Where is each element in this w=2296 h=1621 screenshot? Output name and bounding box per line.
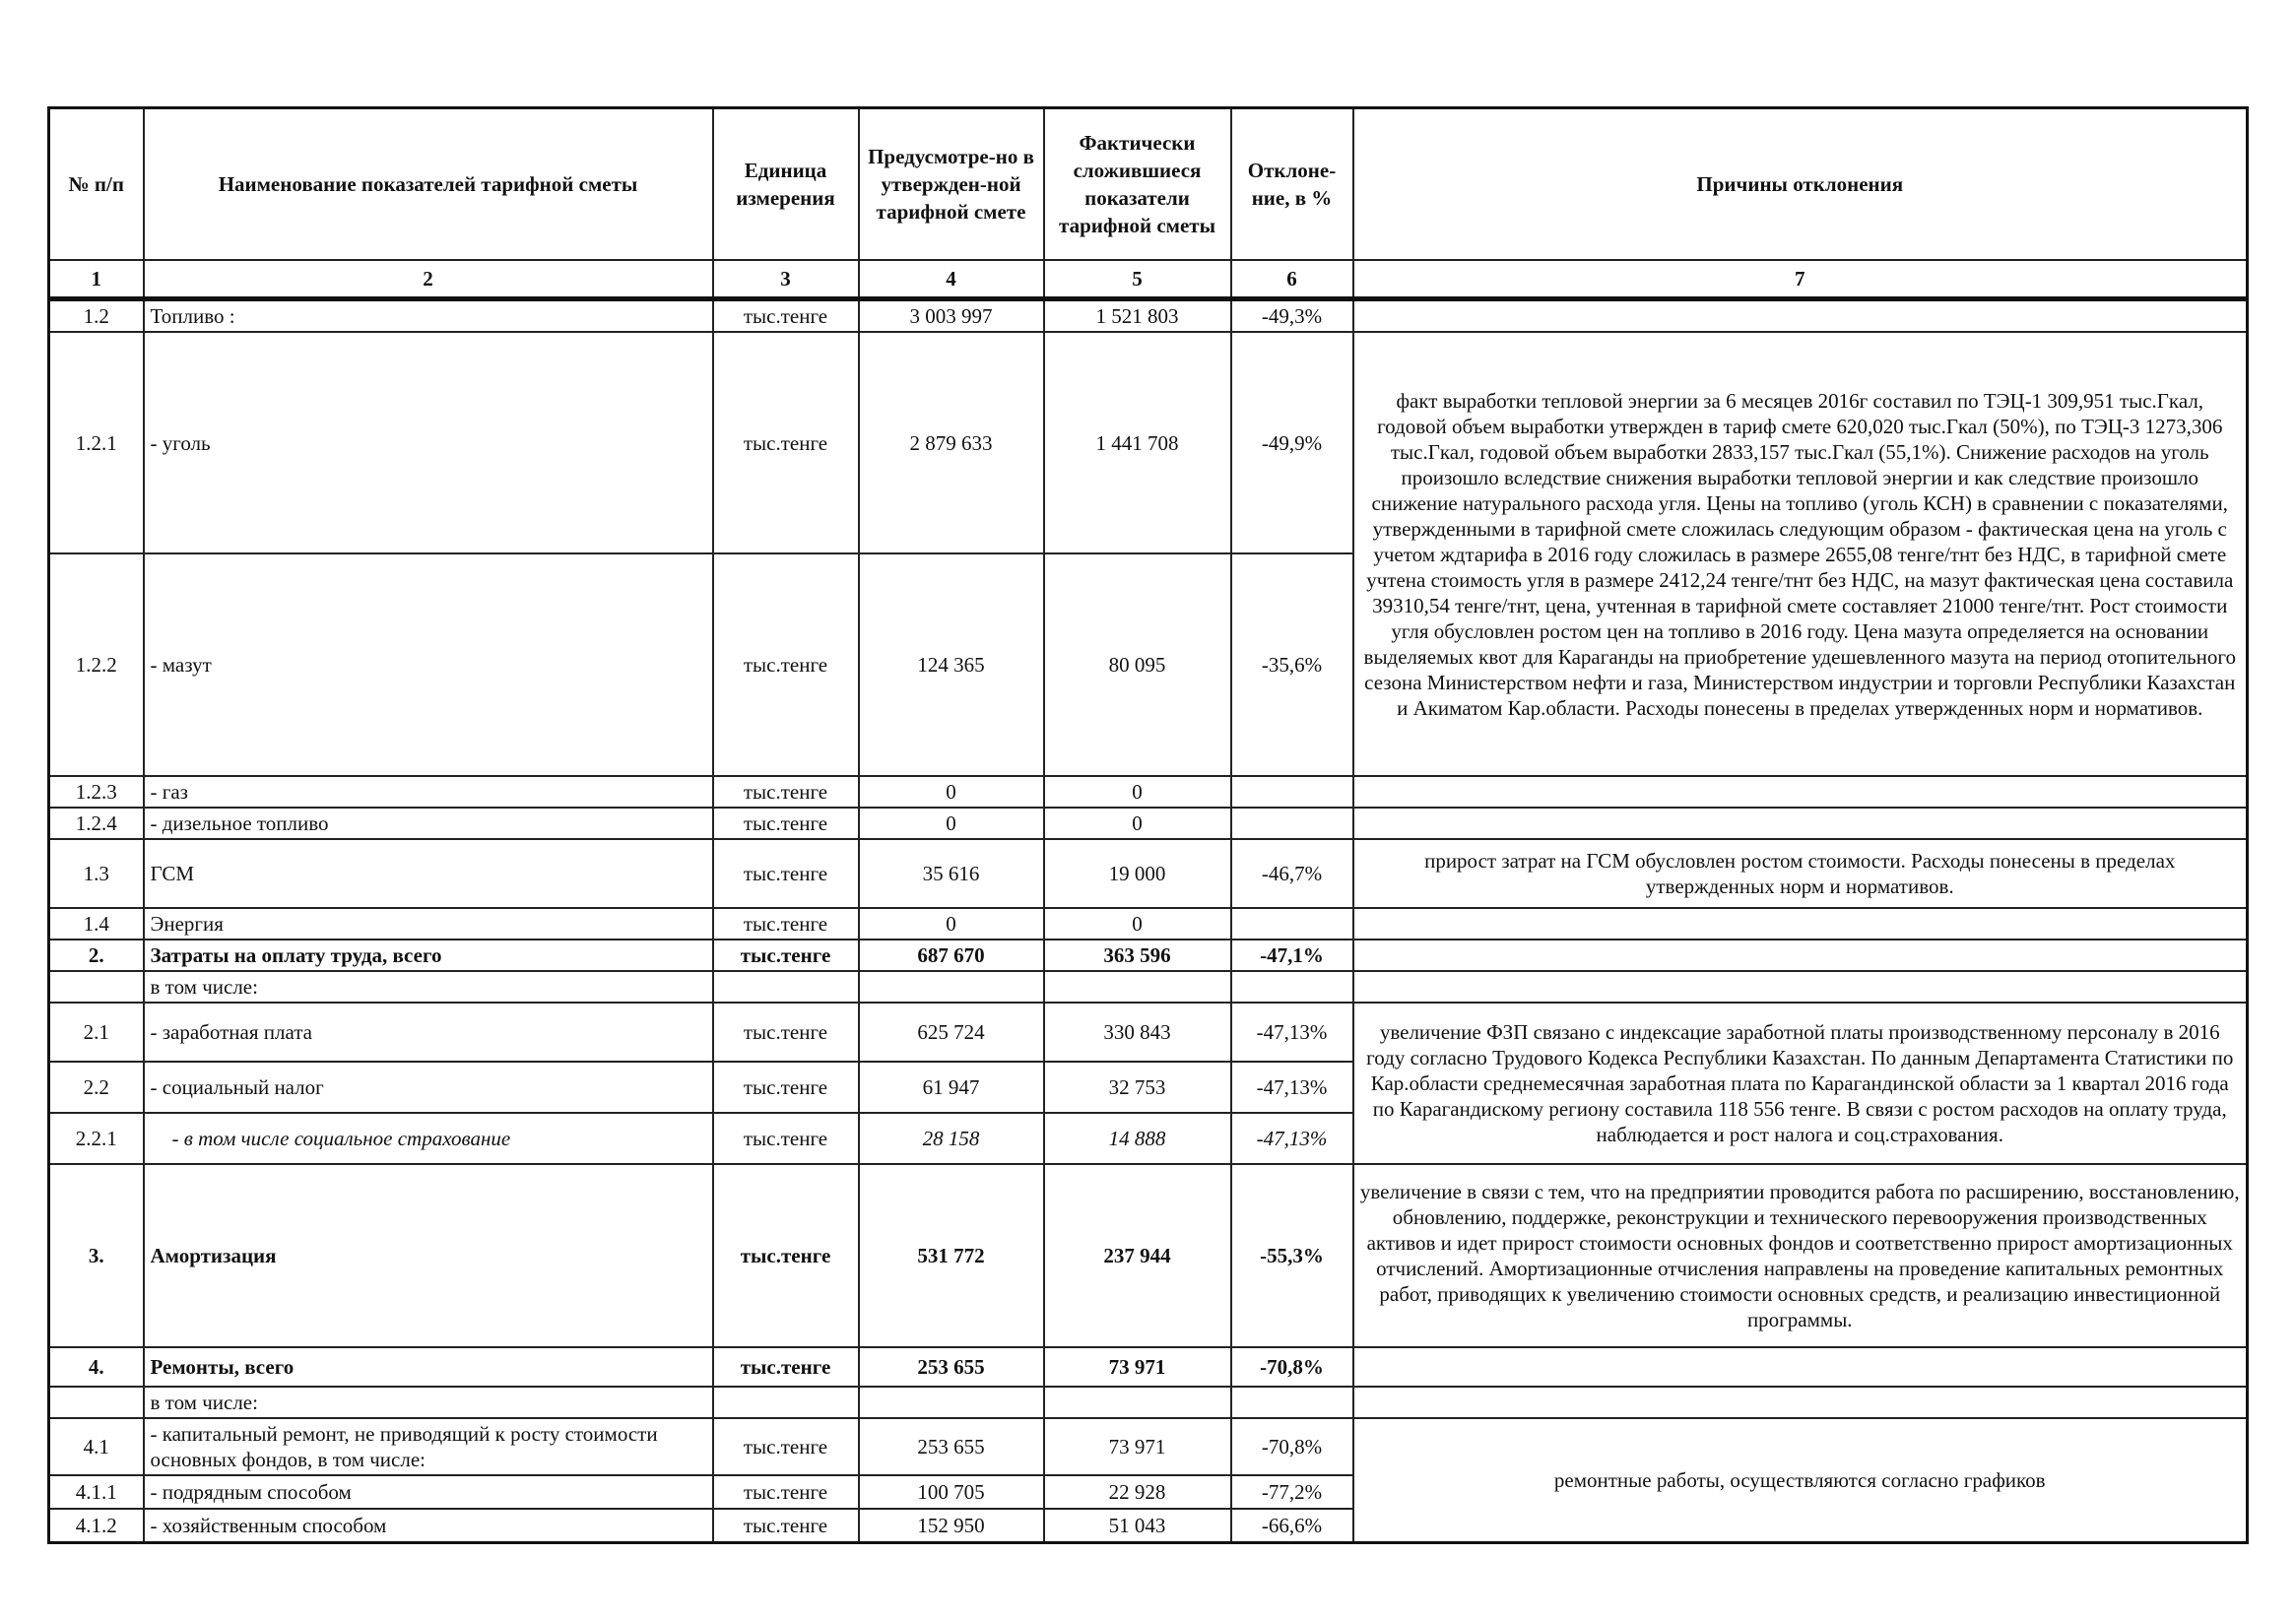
col-number: 3: [713, 260, 859, 299]
table-row: [49, 776, 2248, 808]
fuel-reason: факт выработки тепловой энергии за 6 месяцев 2016г составил по ТЭЦ-1 309,951 тыс.Гкал, годовой объем выработки утвержден в тариф смете 620,020 тыс.Гкал (50%), по ТЭЦ-3 1273,306 тыс.Гкал, годовой объем выработки 2833,157 тыс.Гкал (55,1%). Снижение расходов на уголь произошло вследствие снижения выработки тепловой энергии и как следствие произошло снижение натурального расхода угля. Цены на топливо (уголь КСН) в сравнении с показателями, утвержденными в тарифной смете сложилась следующим образом - фактическая цена на уголь с учетом ждтарифа в 2016 году сложилась в размере 2655,08 тенге/тнт без НДС, в тарифной смете учтена стоимость угля в размере 2412,24 тенге/тнт без НДС, на мазут фактическая цена составила 39310,54 тенге/тнт, цена, учтенная в тарифной смете составляет 21000 тенге/тнт. Рост стоимости угля обусловлен ростом цен на топливо в 2016 году. Цена мазута определяется на основании выделяемых квот для Караганды на приобретение удешевленного мазута на период отопительного сезона Министерством нефти и газа, Министерством индустрии и торговли Республики Казахстан и Акиматом Кар.области. Расходы понесены в пределах утвержденных норм и нормативов.: [1353, 332, 2248, 776]
row-deviation: -47,1%: [1231, 940, 1353, 971]
row-deviation: -46,7%: [1231, 839, 1353, 908]
row-deviation: [1231, 908, 1353, 940]
row-plan: 0: [859, 776, 1044, 808]
row-plan: 28 158: [859, 1113, 1044, 1164]
row-plan: 3 003 997: [859, 299, 1044, 333]
row-name: - хозяйственным способом: [144, 1509, 713, 1542]
row-deviation: -47,13%: [1231, 1062, 1353, 1113]
row-deviation: [1231, 971, 1353, 1003]
row-name: - газ: [144, 776, 713, 808]
row-name: Затраты на оплату труда, всего: [144, 940, 713, 971]
row-name: - капитальный ремонт, не приводящий к росту стоимости основных фондов, в том числе:: [144, 1418, 713, 1475]
row-deviation: [1231, 776, 1353, 808]
row-num: 4.1: [49, 1418, 144, 1475]
row-num: 1.2.2: [49, 553, 144, 776]
row-num: 1.3: [49, 839, 144, 908]
row-deviation: -49,3%: [1231, 299, 1353, 333]
row-unit: тыс.тенге: [713, 1062, 859, 1113]
tariff-estimate-sheet: [47, 106, 2246, 1544]
row-num: 4.1.2: [49, 1509, 144, 1542]
row-fact: 73 971: [1044, 1347, 1231, 1387]
row-num: 2.2: [49, 1062, 144, 1113]
row-fact: 14 888: [1044, 1113, 1231, 1164]
row-unit: тыс.тенге: [713, 1347, 859, 1387]
row-num: 2.2.1: [49, 1113, 144, 1164]
row-reason: [1353, 776, 2248, 808]
gsm-reason: прирост затрат на ГСМ обусловлен ростом стоимости. Расходы понесены в пределах утвержденных норм и нормативов.: [1353, 839, 2248, 908]
row-name: - уголь: [144, 332, 713, 553]
row-plan: 687 670: [859, 940, 1044, 971]
row-fact: 0: [1044, 776, 1231, 808]
row-reason: [1353, 1387, 2248, 1418]
table-row: [49, 1387, 2248, 1418]
row-fact: 22 928: [1044, 1475, 1231, 1509]
row-plan: 531 772: [859, 1164, 1044, 1347]
row-deviation: -47,13%: [1231, 1113, 1353, 1164]
row-num: 1.2.1: [49, 332, 144, 553]
row-unit: тыс.тенге: [713, 1475, 859, 1509]
row-num: 2.: [49, 940, 144, 971]
row-plan: 152 950: [859, 1509, 1044, 1542]
row-deviation: -55,3%: [1231, 1164, 1353, 1347]
row-unit: тыс.тенге: [713, 808, 859, 839]
row-reason: [1353, 299, 2248, 333]
table-row: [49, 971, 2248, 1003]
row-num: [49, 1387, 144, 1418]
row-deviation: -49,9%: [1231, 332, 1353, 553]
row-unit: тыс.тенге: [713, 299, 859, 333]
row-reason: [1353, 971, 2248, 1003]
row-plan: 124 365: [859, 553, 1044, 776]
row-reason: [1353, 940, 2248, 971]
row-plan: [859, 1387, 1044, 1418]
row-fact: 80 095: [1044, 553, 1231, 776]
row-plan: 35 616: [859, 839, 1044, 908]
col-number: 2: [144, 260, 713, 299]
row-deviation: -77,2%: [1231, 1475, 1353, 1509]
row-name: Энергия: [144, 908, 713, 940]
row-fact: 0: [1044, 908, 1231, 940]
row-deviation: [1231, 808, 1353, 839]
row-plan: 625 724: [859, 1003, 1044, 1062]
row-name: в том числе:: [144, 971, 713, 1003]
row-unit: тыс.тенге: [713, 1003, 859, 1062]
row-unit: [713, 1387, 859, 1418]
row-fact: 1 441 708: [1044, 332, 1231, 553]
row-fact: 51 043: [1044, 1509, 1231, 1542]
row-name: - социальный налог: [144, 1062, 713, 1113]
row-num: 2.1: [49, 1003, 144, 1062]
table-row: [49, 1347, 2248, 1387]
row-plan: 100 705: [859, 1475, 1044, 1509]
row-fact: 1 521 803: [1044, 299, 1231, 333]
row-fact: 32 753: [1044, 1062, 1231, 1113]
column-number-row: [49, 260, 2248, 299]
labor-reason: увеличение ФЗП связано с индексацие заработной платы производственному персоналу в 2016 году согласно Трудового Кодекса Республики Казахстан. По данным Департамента Статистики по Кар.области среднемесячная заработная плата по Карагандинской области за 1 квартал 2016 года по Карагандискому региону составила 118 556 тенге. В связи с ростом расходов на оплату труда, наблюдается и рост налога и соц.страхования.: [1353, 1003, 2248, 1164]
row-name: Топливо :: [144, 299, 713, 333]
row-plan: 0: [859, 808, 1044, 839]
row-deviation: [1231, 1387, 1353, 1418]
row-num: [49, 971, 144, 1003]
header-plan: Предусмотре-но в утвержден-ной тарифной смете: [859, 108, 1044, 261]
row-name: - дизельное топливо: [144, 808, 713, 839]
row-name: Ремонты, всего: [144, 1347, 713, 1387]
header-name: Наименование показателей тарифной сметы: [144, 108, 713, 261]
row-num: 4.1.1: [49, 1475, 144, 1509]
table-row: [49, 940, 2248, 971]
row-plan: 253 655: [859, 1347, 1044, 1387]
col-number: 6: [1231, 260, 1353, 299]
col-number: 4: [859, 260, 1044, 299]
row-name: ГСМ: [144, 839, 713, 908]
row-fact: 19 000: [1044, 839, 1231, 908]
row-fact: 0: [1044, 808, 1231, 839]
row-unit: тыс.тенге: [713, 1509, 859, 1542]
amortization-reason: увеличение в связи с тем, что на предприятии проводится работа по расширению, восстановлению, обновлению, поддержке, реконструкции и технического перевооружения производственных активов и идет прирост стоимости основных фондов и соответственно прирост амортизационных отчислений. Амортизационные отчисления направлены на проведение капитальных ремонтных работ, приводящих к увеличению стоимости основных средств, и реализацию инвестиционной программы.: [1353, 1164, 2248, 1347]
table-row: [49, 332, 2248, 553]
col-number: 7: [1353, 260, 2248, 299]
row-num: 1.2: [49, 299, 144, 333]
tariff-table: [47, 106, 2249, 1544]
row-deviation: -35,6%: [1231, 553, 1353, 776]
row-unit: тыс.тенге: [713, 1113, 859, 1164]
row-reason: [1353, 808, 2248, 839]
row-reason: [1353, 1347, 2248, 1387]
header-fact: Фактически сложившиеся показатели тарифной сметы: [1044, 108, 1231, 261]
row-unit: тыс.тенге: [713, 1164, 859, 1347]
row-fact: 330 843: [1044, 1003, 1231, 1062]
row-fact: [1044, 971, 1231, 1003]
table-row: [49, 1003, 2248, 1062]
row-fact: [1044, 1387, 1231, 1418]
row-plan: 2 879 633: [859, 332, 1044, 553]
row-name: Амортизация: [144, 1164, 713, 1347]
row-num: 1.2.4: [49, 808, 144, 839]
row-unit: тыс.тенге: [713, 776, 859, 808]
row-deviation: -47,13%: [1231, 1003, 1353, 1062]
col-number: 1: [49, 260, 144, 299]
row-num: 3.: [49, 1164, 144, 1347]
row-unit: тыс.тенге: [713, 940, 859, 971]
row-plan: 253 655: [859, 1418, 1044, 1475]
row-unit: тыс.тенге: [713, 332, 859, 553]
table-row: [49, 908, 2248, 940]
repair-reason: ремонтные работы, осуществляются согласно графиков: [1353, 1418, 2248, 1542]
row-deviation: -70,8%: [1231, 1347, 1353, 1387]
col-number: 5: [1044, 260, 1231, 299]
row-name: - заработная плата: [144, 1003, 713, 1062]
row-num: 1.4: [49, 908, 144, 940]
row-fact: 73 971: [1044, 1418, 1231, 1475]
table-row: [49, 1164, 2248, 1347]
row-plan: 0: [859, 908, 1044, 940]
row-unit: тыс.тенге: [713, 908, 859, 940]
row-unit: тыс.тенге: [713, 553, 859, 776]
row-unit: тыс.тенге: [713, 1418, 859, 1475]
table-row: [49, 299, 2248, 333]
row-deviation: -70,8%: [1231, 1418, 1353, 1475]
header-num: № п/п: [49, 108, 144, 261]
row-name: - мазут: [144, 553, 713, 776]
row-num: 4.: [49, 1347, 144, 1387]
row-unit: [713, 971, 859, 1003]
row-plan: [859, 971, 1044, 1003]
row-fact: 237 944: [1044, 1164, 1231, 1347]
row-name: - в том числе социальное страхование: [144, 1113, 713, 1164]
header-reasons: Причины отклонения: [1353, 108, 2248, 261]
row-reason: [1353, 908, 2248, 940]
header-row: [49, 108, 2248, 261]
row-name: в том числе:: [144, 1387, 713, 1418]
row-plan: 61 947: [859, 1062, 1044, 1113]
row-fact: 363 596: [1044, 940, 1231, 971]
row-name: - подрядным способом: [144, 1475, 713, 1509]
header-deviation: Отклоне-ние, в %: [1231, 108, 1353, 261]
row-num: 1.2.3: [49, 776, 144, 808]
row-deviation: -66,6%: [1231, 1509, 1353, 1542]
row-unit: тыс.тенге: [713, 839, 859, 908]
table-row: [49, 839, 2248, 908]
table-row: [49, 1418, 2248, 1475]
table-row: [49, 808, 2248, 839]
header-unit: Единица измерения: [713, 108, 859, 261]
